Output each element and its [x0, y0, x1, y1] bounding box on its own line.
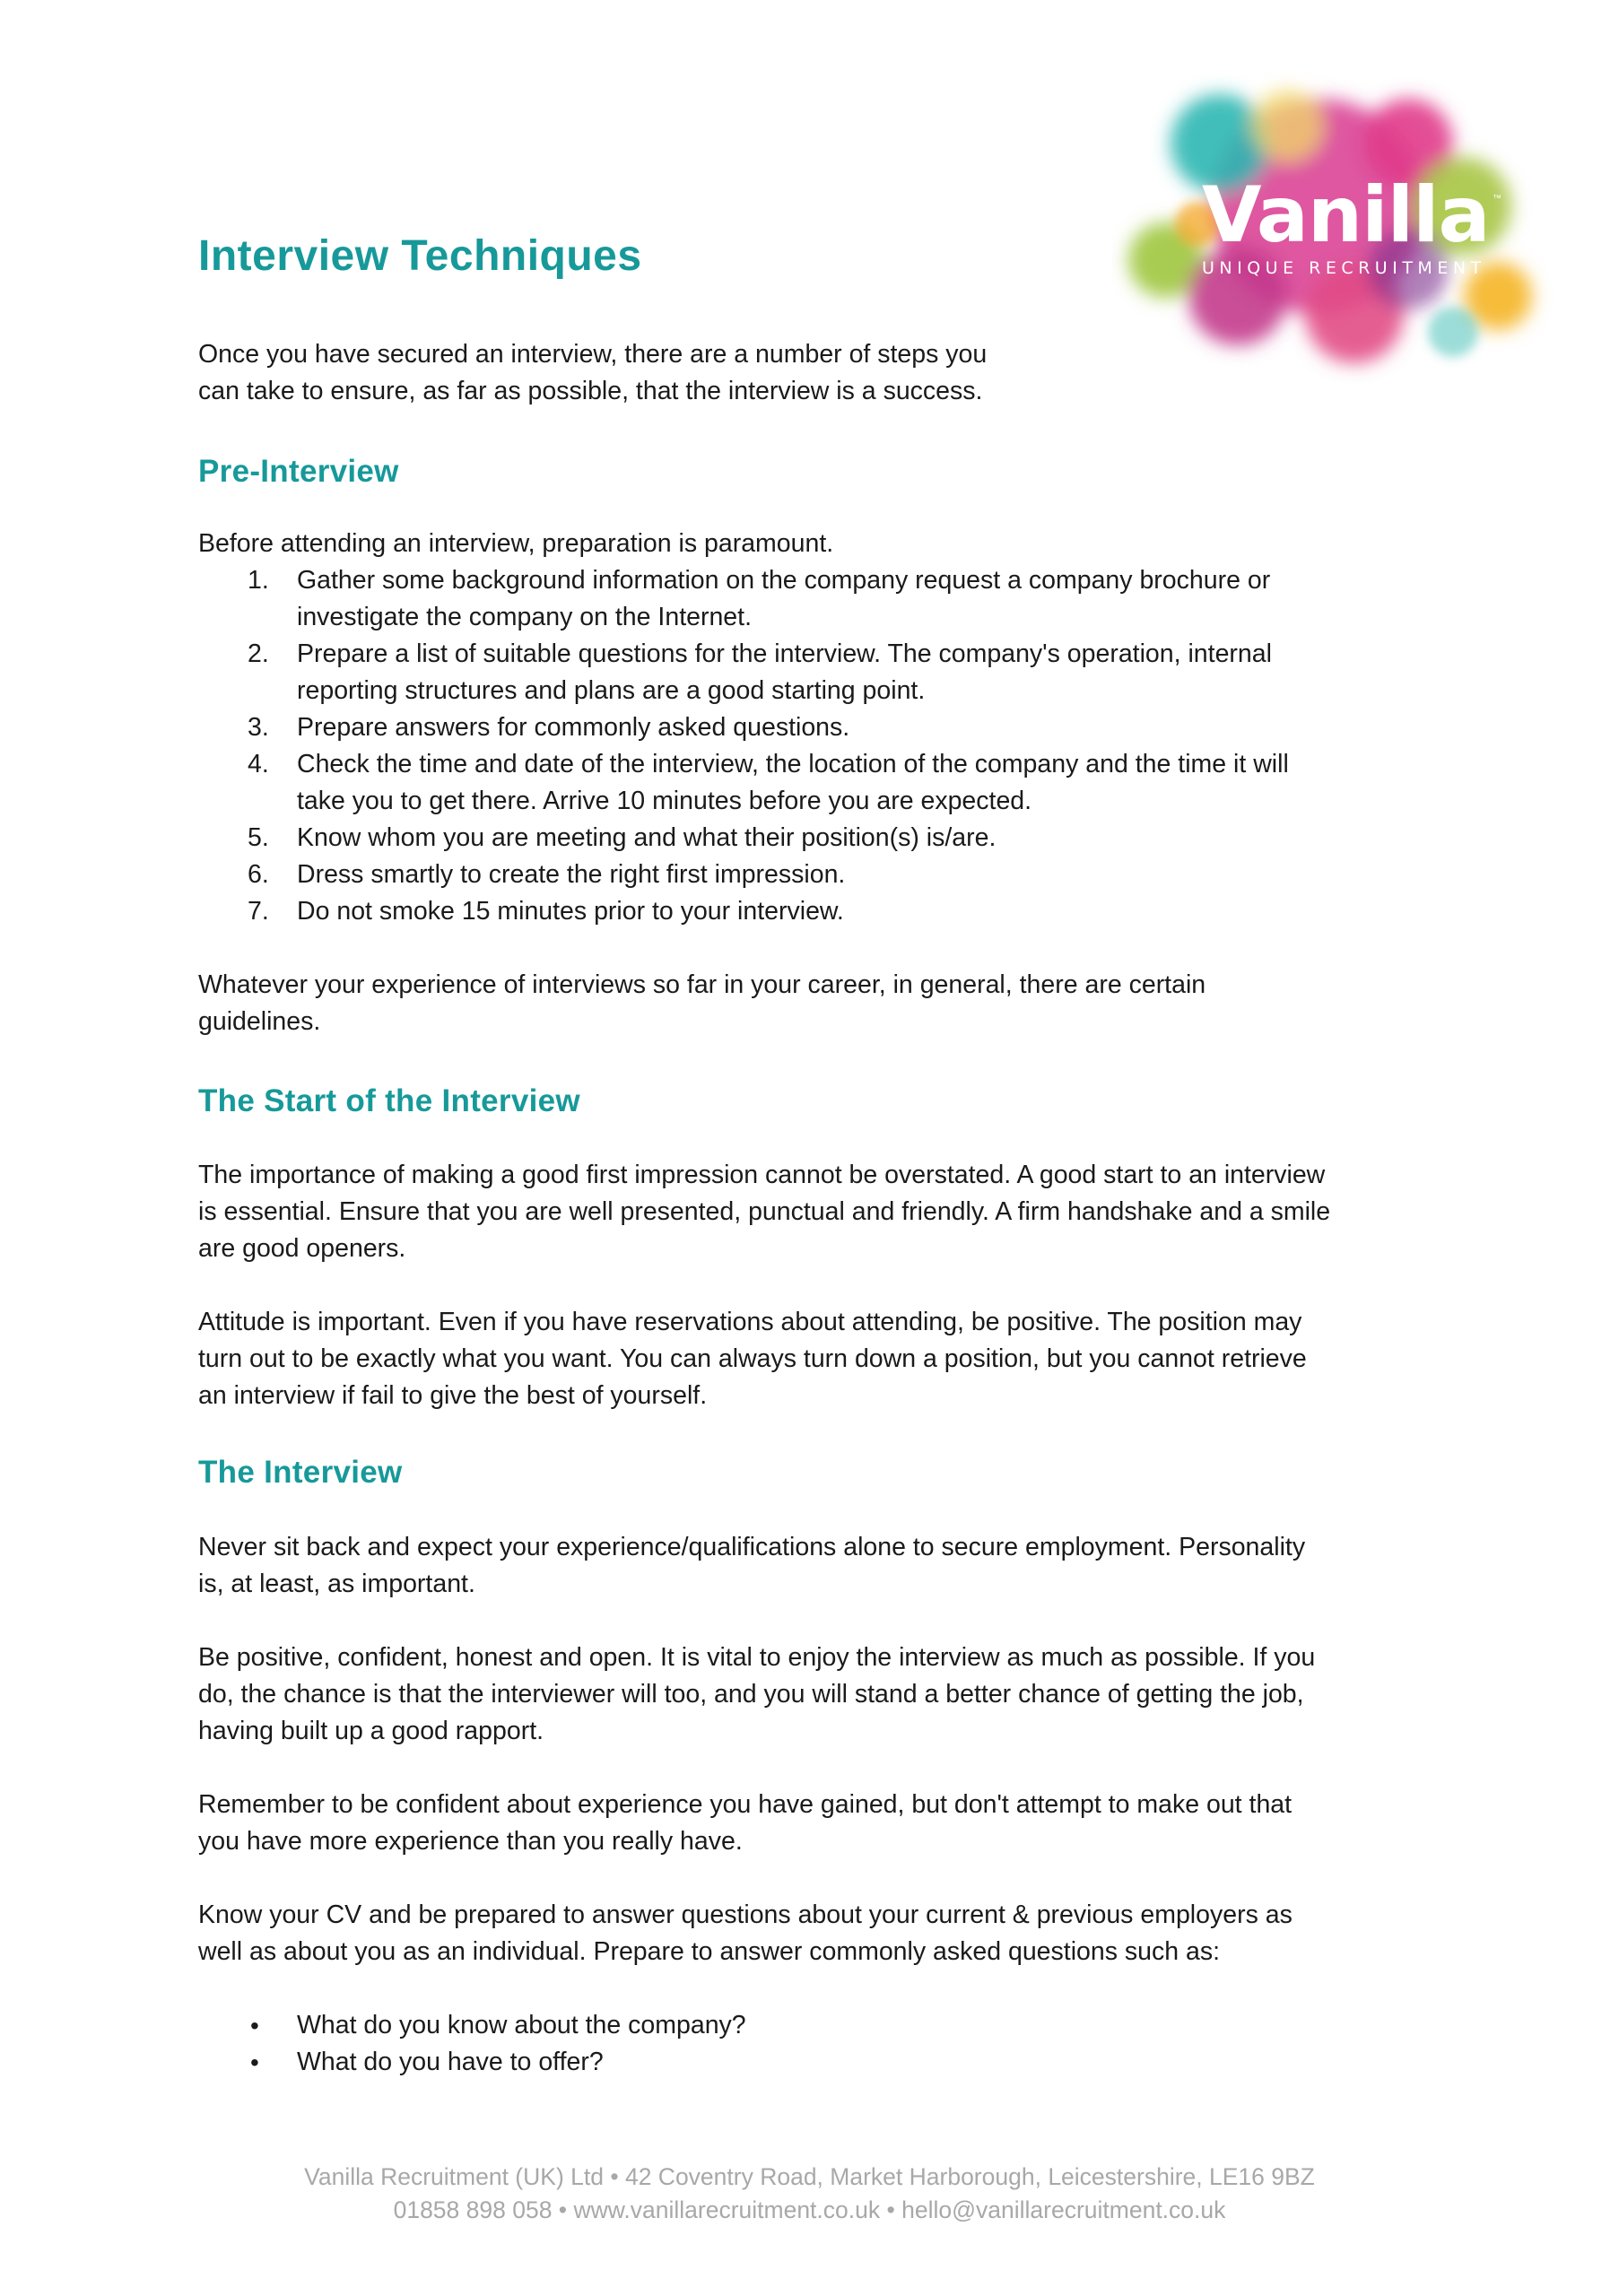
list-number: 4. [248, 750, 269, 778]
interview-paragraph-4 [198, 1897, 1454, 1970]
text-line: Never sit back and expect your experience/qualifications alone to secure employment. Personality [198, 1533, 1306, 1561]
text-line: well as about you as an individual. Prepare to answer commonly asked questions such as: [198, 1937, 1221, 1966]
list-number: 6. [248, 860, 269, 889]
text-line: can take to ensure, as far as possible, that the interview is a success. [198, 377, 983, 405]
text-line: The importance of making a good first impression cannot be overstated. A good start to an interview [198, 1161, 1326, 1189]
logo-wordmark: Vanilla [1202, 170, 1490, 260]
text-line: take you to get there. Arrive 10 minutes before you are expected. [297, 787, 1032, 815]
list-item [198, 709, 1454, 746]
text-line: Dress smartly to create the right first impression. [297, 860, 846, 889]
footer [0, 2161, 1619, 2227]
start-paragraph-1 [198, 1157, 1454, 1267]
list-number: 1. [248, 566, 269, 595]
text-line: Check the time and date of the interview, the location of the company and the time it will [297, 750, 1289, 778]
text-line: Gather some background information on the company request a company brochure or [297, 566, 1271, 595]
text-line: guidelines. [198, 1007, 321, 1036]
page-title: Interview Techniques [198, 232, 642, 280]
text-line: investigate the company on the Internet. [297, 603, 752, 631]
text-line: turn out to be exactly what you want. You can always turn down a position, but you cannot retrieve [198, 1344, 1307, 1373]
list-number: 7. [248, 897, 269, 926]
interview-paragraph-1 [198, 1529, 1454, 1603]
text-line: you have more experience than you really have. [198, 1827, 743, 1856]
text-line: are good openers. [198, 1234, 406, 1263]
text-line: Remember to be confident about experience you have gained, but don't attempt to make out that [198, 1790, 1293, 1819]
logo-trademark: ™ [1493, 194, 1501, 204]
text-line: Attitude is important. Even if you have reservations about attending, be positive. The position may [198, 1308, 1302, 1336]
text-line: is essential. Ensure that you are well presented, punctual and friendly. A firm handshake and a smile [198, 1197, 1331, 1226]
text-line: Prepare a list of suitable questions for the interview. The company's operation, internal [297, 639, 1272, 668]
interview-questions-list [198, 2007, 1454, 2081]
intro-paragraph [198, 336, 1454, 410]
list-item [198, 2044, 1454, 2081]
list-item [198, 746, 1454, 820]
footer-address: Vanilla Recruitment (UK) Ltd • 42 Coventry Road, Market Harborough, Leicestershire, LE16 9BZ [304, 2163, 1315, 2190]
text-line: Once you have secured an interview, there are a number of steps you [198, 340, 988, 369]
text-line: do, the chance is that the interviewer will too, and you will stand a better chance of getting the job, [198, 1680, 1304, 1709]
list-item [198, 2007, 1454, 2044]
footer-contact: 01858 898 058 • www.vanillarecruitment.co.uk • hello@vanillarecruitment.co.uk [393, 2196, 1226, 2223]
text-line: Prepare answers for commonly asked questions. [297, 713, 850, 742]
section-heading-pre-interview: Pre-Interview [198, 454, 399, 489]
pre-interview-list [198, 562, 1454, 930]
text-line: Do not smoke 15 minutes prior to your interview. [297, 897, 844, 926]
text-line: having built up a good rapport. [198, 1717, 544, 1745]
pre-interview-lead: Before attending an interview, preparation is paramount. [198, 529, 834, 558]
text-line: Know your CV and be prepared to answer questions about your current & previous employers as [198, 1900, 1293, 1929]
text-line: Be positive, confident, honest and open. It is vital to enjoy the interview as much as possible. If you [198, 1643, 1316, 1672]
section-heading-start: The Start of the Interview [198, 1083, 580, 1118]
text-line: is, at least, as important. [198, 1570, 475, 1598]
pre-interview-closing [198, 967, 1454, 1040]
text-line: What do you know about the company? [297, 2011, 746, 2039]
start-paragraph-2 [198, 1304, 1454, 1414]
list-number: 5. [248, 823, 269, 852]
list-item [198, 857, 1454, 893]
section-heading-interview: The Interview [198, 1455, 403, 1490]
list-item [198, 893, 1454, 930]
text-line: an interview if fail to give the best of yourself. [198, 1381, 708, 1410]
list-item [198, 562, 1454, 636]
logo-tagline: UNIQUE RECRUITMENT [1202, 258, 1486, 278]
list-number: 3. [248, 713, 269, 742]
text-line: Whatever your experience of interviews so far in your career, in general, there are certain [198, 970, 1206, 999]
interview-paragraph-3 [198, 1787, 1454, 1860]
interview-paragraph-2 [198, 1639, 1454, 1750]
text-line: What do you have to offer? [297, 2048, 604, 2076]
list-item [198, 820, 1454, 857]
text-line: Know whom you are meeting and what their position(s) is/are. [297, 823, 997, 852]
bullet-icon: • [250, 2012, 259, 2039]
text-line: reporting structures and plans are a good starting point. [297, 676, 926, 705]
list-item [198, 636, 1454, 709]
list-number: 2. [248, 639, 269, 668]
bullet-icon: • [250, 2048, 259, 2076]
